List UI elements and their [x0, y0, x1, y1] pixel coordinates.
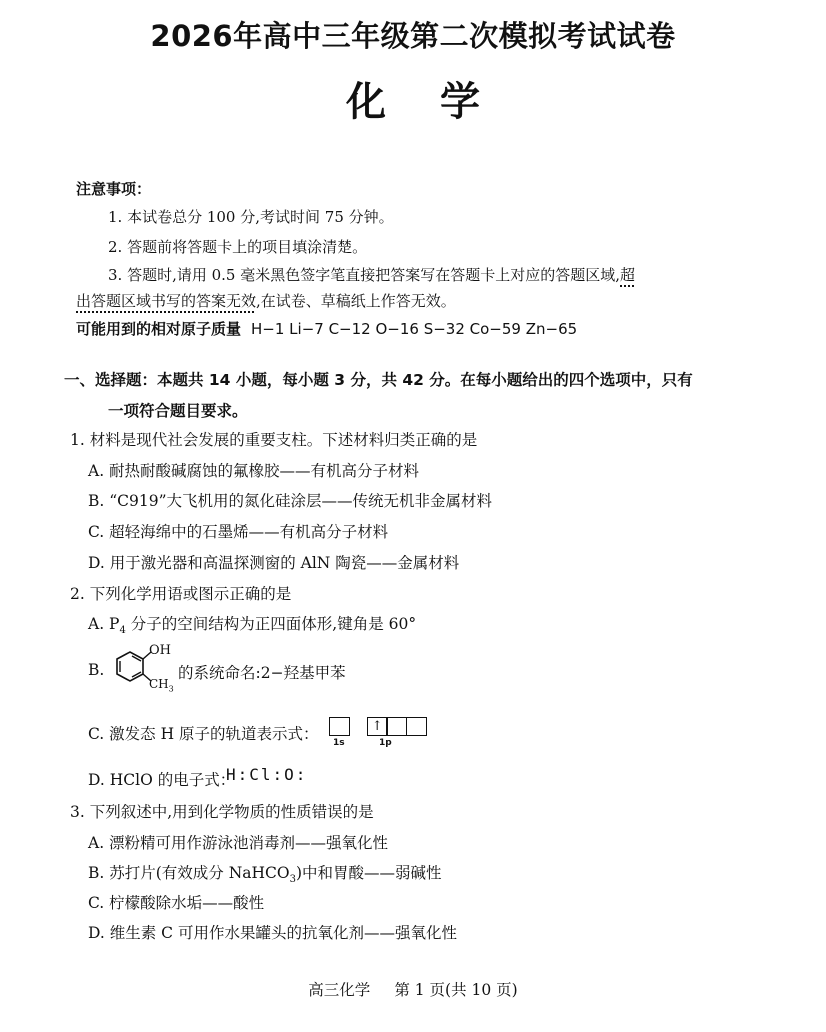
section-heading-line1: 一、选择题：本题共 14 小题，每小题 3 分，共 42 分。在每小题给出的四个选项中，只有 [64, 371, 693, 389]
q1-stem: 1. 材料是现代社会发展的重要支柱。下述材料归类正确的是 [70, 431, 478, 449]
atomic-masses [76, 318, 577, 339]
electron-up-arrow: ↑ [371, 719, 383, 734]
notice-item-3-line2 [76, 290, 456, 311]
q3-stem: 3. 下列叙述中,用到化学物质的性质错误的是 [70, 803, 374, 821]
ch3-sub: 3 [168, 684, 174, 694]
q3-b-pre: B. 苏打片(有效成分 NaHCO [88, 864, 290, 882]
q1-option-d: D. 用于激光器和高温探测窗的 AlN 陶瓷——金属材料 [88, 554, 460, 572]
q2-a-pre: A. P [88, 615, 120, 633]
notice-item-3-tail: ,在试卷、草稿纸上作答无效。 [256, 292, 456, 310]
footer-course: 高三化学 [308, 981, 371, 999]
orbital-1s-label: 1s [333, 738, 345, 748]
q2-option-c-text: C. 激发态 H 原子的轨道表示式： [88, 725, 319, 743]
hclo-electron-formula: H:Cl:O: [226, 765, 308, 784]
notice-item-2: 2. 答题前将答题卡上的项目填涂清楚。 [108, 238, 368, 256]
q3-option-b [88, 861, 442, 885]
section-heading-line2: 一项符合题目要求。 [108, 402, 248, 420]
q3-b-post: )中和胃酸——弱碱性 [295, 864, 442, 882]
q2-a-sub: 4 [119, 625, 126, 637]
q2-option-b-label: B. [88, 661, 105, 679]
q1-option-a: A. 耐热耐酸碱腐蚀的氟橡胶——有机高分子材料 [88, 462, 420, 480]
notice-heading: 注意事项： [76, 180, 152, 198]
notice-item-3-text: 3. 答题时,请用 0.5 毫米黑色签字笔直接把答案写在答题卡上对应的答题区域, [108, 266, 621, 284]
orbital-diagram [329, 716, 425, 736]
q1-option-b: B. “C919”大飞机用的氮化硅涂层——传统无机非金属材料 [88, 492, 493, 510]
footer-page-number: 第 1 页(共 10 页) [394, 981, 518, 999]
orbital-1p-box-3 [406, 717, 427, 736]
q3-b-sub: 3 [289, 874, 296, 886]
atomic-masses-label: 可能用到的相对原子质量 [76, 320, 242, 338]
notice-emphasis: 超 [620, 266, 636, 284]
notice-emphasis-2: 出答题区域书写的答案无效 [76, 292, 257, 310]
orbital-1p-box-2 [386, 717, 407, 736]
orbital-1p-label: 1p [379, 738, 392, 748]
ch3-group-label [149, 677, 174, 693]
orbital-1p-box-1 [367, 717, 388, 736]
orbital-1s-box [329, 717, 350, 736]
exam-title: 2026年高中三年级第二次模拟考试试卷 [150, 19, 676, 53]
ch3-text: CH [149, 677, 169, 691]
atomic-masses-values: H−1 Li−7 C−12 O−16 S−32 Co−59 Zn−65 [251, 320, 578, 338]
q2-a-post: 分子的空间结构为正四面体形,键角是 60° [125, 615, 417, 633]
notice-item-3-line1 [108, 264, 635, 285]
q2-stem: 2. 下列化学用语或图示正确的是 [70, 585, 292, 603]
page-footer [0, 978, 826, 1000]
q3-option-d: D. 维生素 C 可用作水果罐头的抗氧化剂——强氧化性 [88, 924, 457, 942]
q3-option-a: A. 漂粉精可用作游泳池消毒剂——强氧化性 [88, 834, 389, 852]
q3-option-c: C. 柠檬酸除水垢——酸性 [88, 894, 265, 912]
q2-option-b-text: 的系统命名:2−羟基甲苯 [178, 664, 346, 682]
subject-title: 化学 [346, 79, 534, 125]
q1-option-c: C. 超轻海绵中的石墨烯——有机高分子材料 [88, 523, 389, 541]
notice-item-1: 1. 本试卷总分 100 分,考试时间 75 分钟。 [108, 208, 394, 226]
q2-option-d-text: D. HClO 的电子式： [88, 771, 236, 789]
oh-group-label: OH [149, 643, 171, 658]
q2-option-a [88, 612, 416, 636]
